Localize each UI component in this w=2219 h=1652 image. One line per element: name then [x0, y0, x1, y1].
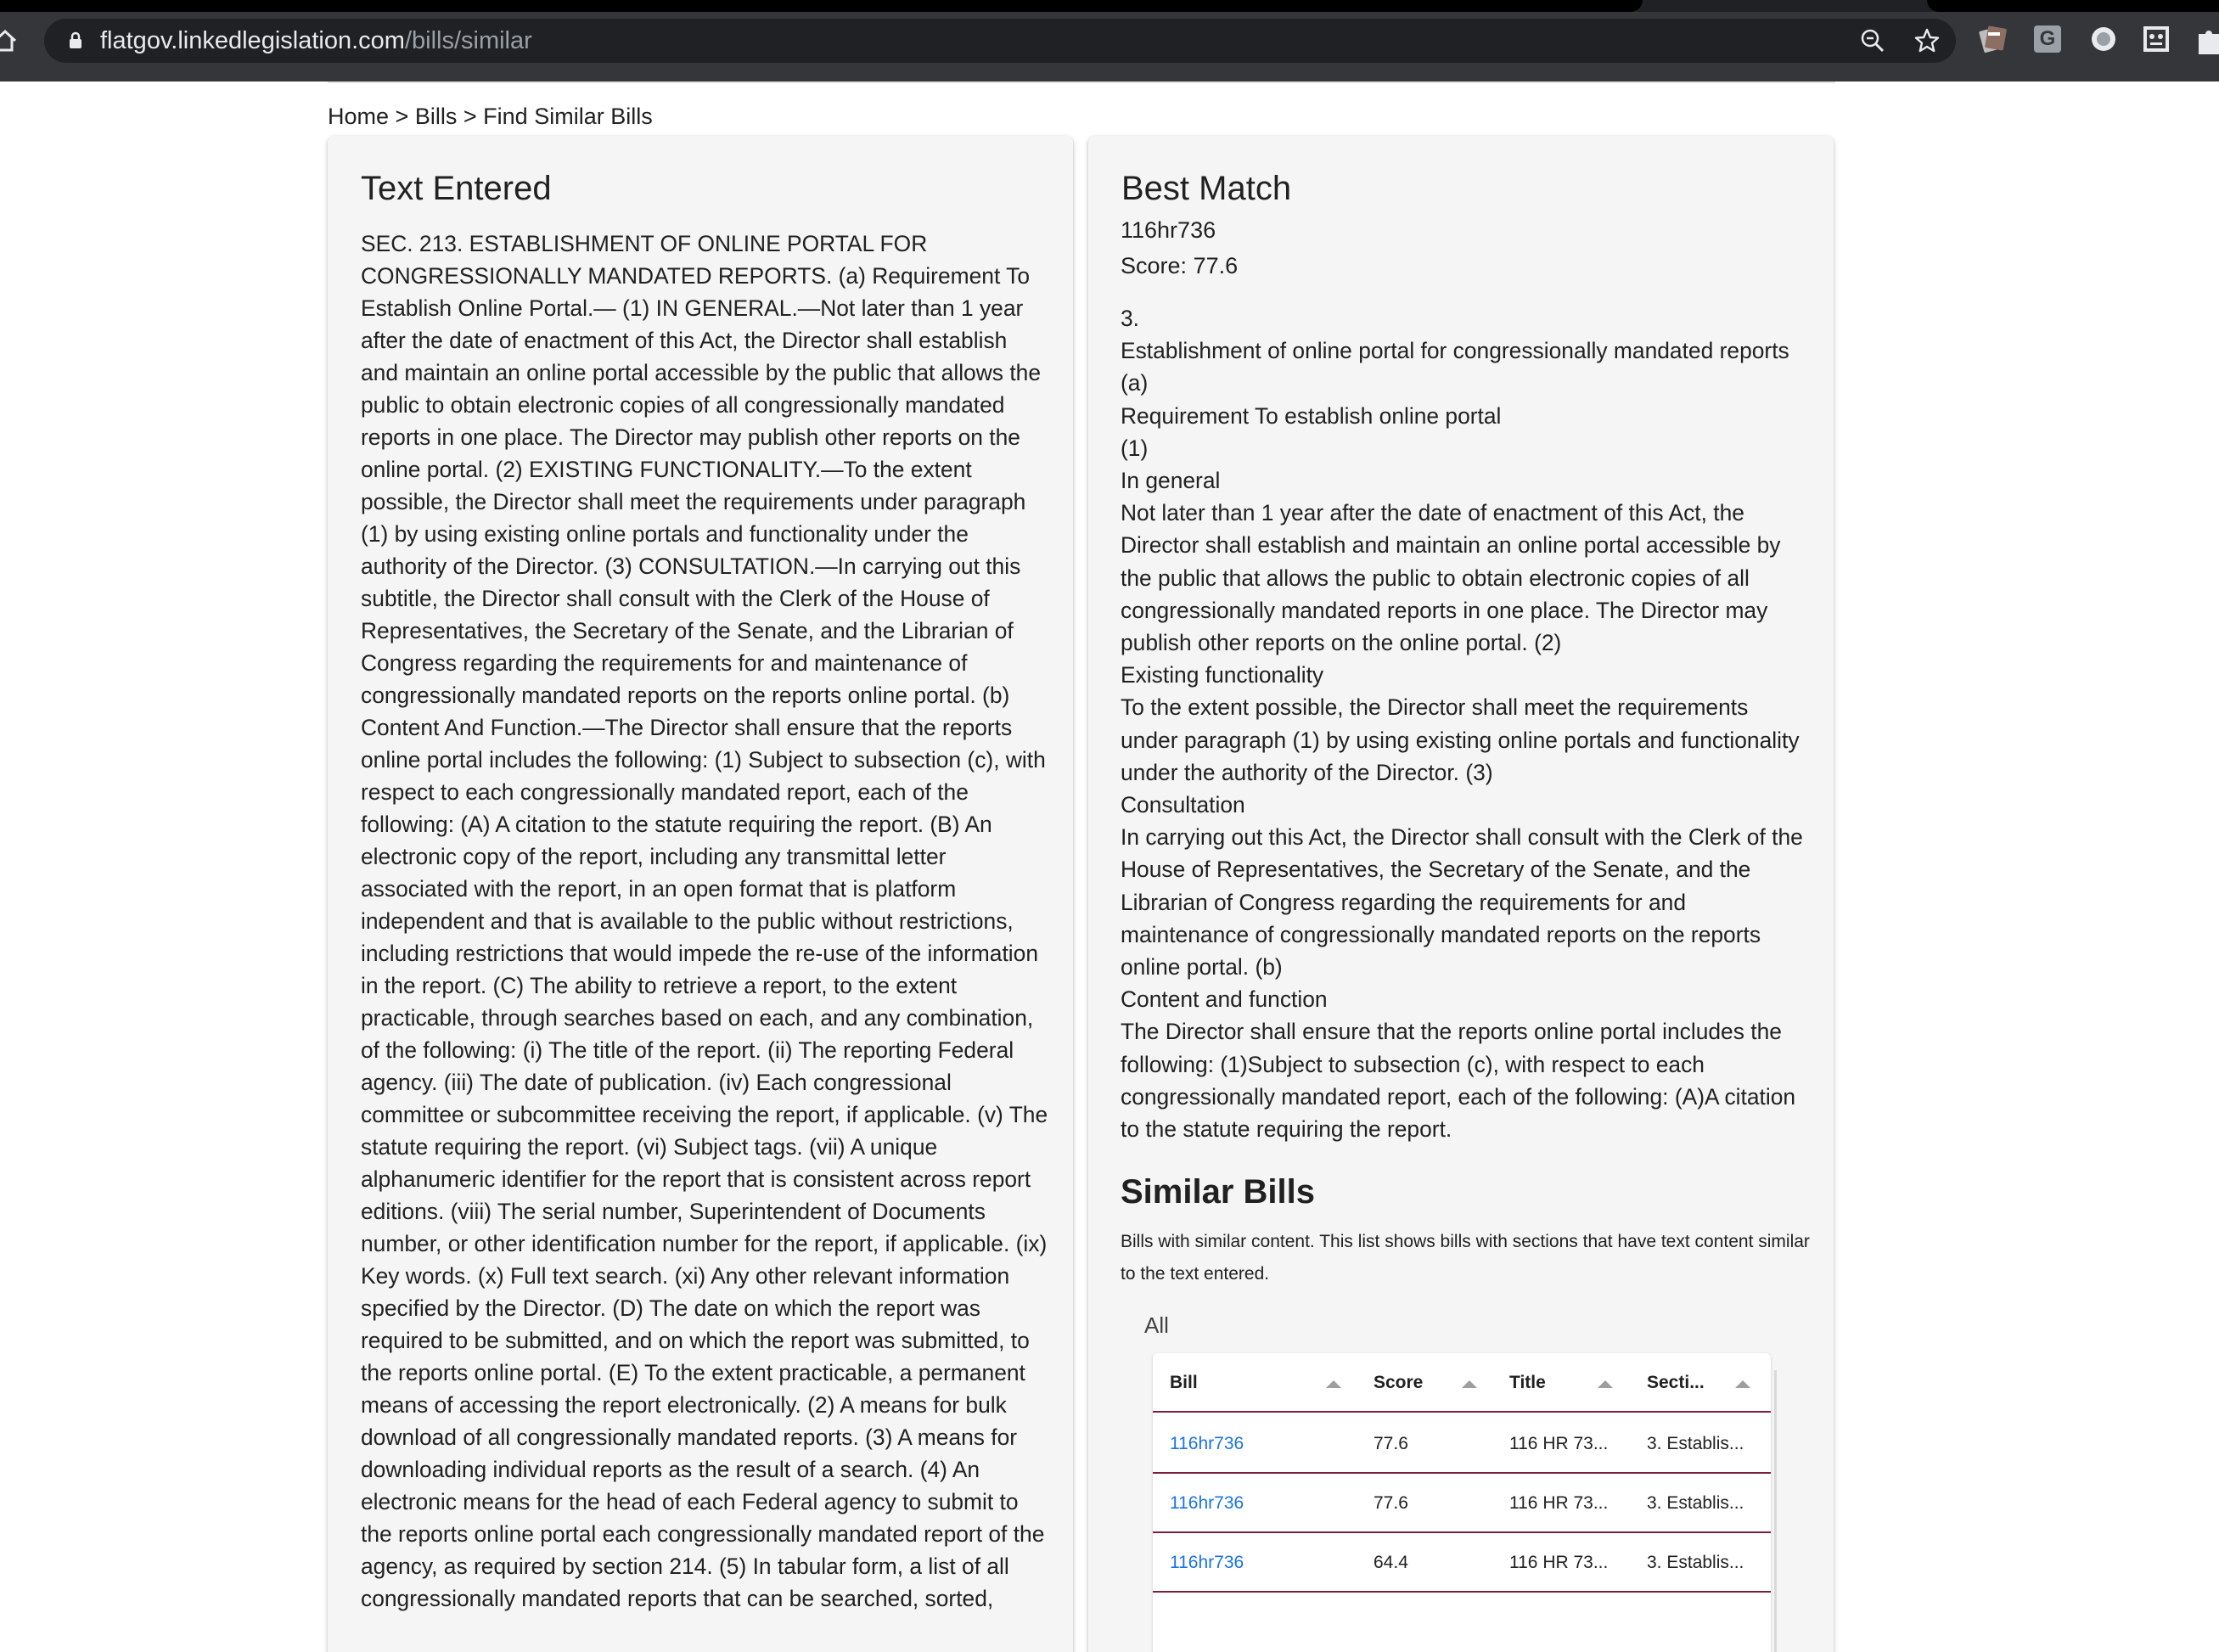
best-match-line: Establishment of online portal for congressionally mandated reports — [1121, 338, 1789, 364]
text-entered-body: SEC. 213. ESTABLISHMENT OF ONLINE PORTAL FOR CONGRESSIONALLY MANDATED REPORTS. (a) Requirement To Establish Online Portal.— (1) IN GENERAL.—Not later than 1 year after the date of enactment of this Act, the Director shall establish and maintain an online portal accessible by the public that allows the public to obtain electronic copies of all congressionally mandated reports in one place. The Director may publish other reports on the online portal. (2) EXISTING FUNCTIONALITY.—To the extent possible, the Director shall meet the requirements under paragraph (1) by using existing online portals and functionality under the authority of the Director. (3) CONSULTATION.—In carrying out this subtitle, the Director shall consult with the Clerk of the House of Representatives, the Secretary of the Senate, and the Librarian of Congress regarding the requirements for and maintenance of congressionally mandated reports on the reports online portal. (b) Content And Function.—The Director shall ensure that the reports online portal includes the following: (1) Subject to subsection (c), with respect to each congressionally mandated report, each of the following: (A) A citation to the statute requiring the report. (B) An electronic copy of the report, including any transmittal letter associated with the report, in an open format that is platform independent and that is available to the public without restrictions, including restrictions that would impede the re-use of the information in the report. (C) The ability to retrieve a report, to the extent practicable, through searches based on each, and any combination, of the following: (i) The title of the report. (ii) The reporting Federal agency. (iii) The date of publication. (iv) Each congressional committee or subcommittee receiving the report, if applicable. (v) The statute requiring the report. (vi) Subject tags. (vii) A unique alphanumeric identifier for the report that is consistent across report editions. (viii) The serial number, Superintendent of Documents number, or other identification number for the report, if applicable. (ix) Key words. (x) Full text search. (xi) Any other relevant information specified by the Director. (D) The date on which the report was required to be submitted, and on which the report was submitted, to the reports online portal. (E) To the extent practicable, a permanent means of accessing the report electronically. (2) A means for bulk download of all congressionally mandated reports. (3) A means for downloading individual reports as the result of a search. (4) An electronic means for the head of each Federal agency to submit to the reports online portal each congressionally mandated report of the agency, as required by section 214. (5) In tabular form, a list of all congressionally mandated reports that can be searched, sorted, — [361, 231, 1048, 1611]
best-match-line: The Director shall ensure that the reports online portal includes the following: (1)Subject to subsection (c), with respect to each congressionally mandated report, each of the following: (A)A citation to the statute requiring the report. — [1121, 1019, 1796, 1143]
sort-arrow-icon[interactable] — [1462, 1380, 1477, 1388]
title-cell: 116 HR 73... — [1509, 1493, 1609, 1513]
best-match-line: Consultation — [1121, 792, 1245, 818]
extension-circle-icon[interactable] — [2087, 22, 2121, 56]
bill-link[interactable]: 116hr736 — [1170, 1434, 1244, 1453]
address-bar[interactable] — [44, 19, 1956, 63]
best-match-line: Content and function — [1121, 986, 1328, 1013]
title-cell: 116 HR 73... — [1509, 1553, 1609, 1572]
best-match-line: Requirement To establish online portal — [1121, 402, 1502, 429]
table-scrollbar[interactable] — [1774, 1370, 1777, 1652]
header-divider — [328, 81, 1835, 83]
score-value: 77.6 — [1193, 253, 1239, 278]
best-match-line: (a) — [1121, 370, 1149, 396]
text-entered-title: Text Entered — [361, 170, 552, 207]
text-entered-card — [328, 136, 1073, 1652]
similar-bills-title: Similar Bills — [1121, 1173, 1315, 1211]
best-match-line: 3. — [1121, 306, 1140, 331]
best-match-card — [1088, 136, 1834, 1652]
url-text[interactable] — [100, 25, 532, 56]
title-cell: 116 HR 73... — [1509, 1434, 1609, 1453]
browser-toolbar — [0, 0, 2219, 81]
best-match-line: Not later than 1 year after the date of enactment of this Act, the Director shall establish and maintain an online portal accessible by the public that allows the public to obtain electronic copies of all congressionally mandated reports in one place. The Director may publish other reports on the online portal. (2) — [1121, 500, 1781, 656]
lock-icon[interactable] — [65, 30, 87, 52]
column-header-bill[interactable]: Bill — [1170, 1373, 1198, 1392]
section-cell: 3. Establis... — [1647, 1434, 1744, 1453]
zoom-icon[interactable] — [1859, 27, 1886, 54]
column-header-score[interactable]: Score — [1374, 1373, 1424, 1392]
sort-arrow-icon[interactable] — [1326, 1380, 1341, 1388]
similar-bills-description: Bills with similar content. This list shows bills with sections that have text content similar to the text entered. — [1121, 1232, 1810, 1284]
best-match-score — [1121, 253, 1238, 279]
score-label: Score: — [1121, 253, 1188, 278]
bill-link[interactable]: 116hr736 — [1170, 1553, 1244, 1572]
sort-arrow-icon[interactable] — [1735, 1380, 1750, 1388]
table-row — [1153, 1414, 1771, 1474]
score-cell: 77.6 — [1374, 1434, 1408, 1453]
breadcrumb — [328, 104, 653, 130]
table-header — [1153, 1353, 1771, 1413]
best-match-line: To the extent possible, the Director shall meet the requirements under paragraph (1) by using existing online portals and functionality under the authority of the Director. (3) — [1121, 694, 1800, 785]
tab-all[interactable]: All — [1144, 1312, 1169, 1338]
extension-cards-icon[interactable] — [1976, 22, 2010, 56]
best-match-title: Best Match — [1121, 170, 1292, 207]
extension-robot-icon[interactable] — [2139, 22, 2173, 56]
active-tab-edge — [0, 0, 1643, 12]
url-path: /bills/similar — [404, 27, 532, 54]
url-host: flatgov.linkedlegislation.com — [100, 27, 405, 54]
extensions-puzzle-icon[interactable] — [2195, 22, 2219, 56]
table-row — [1153, 1533, 1771, 1593]
best-match-text — [1121, 302, 1806, 1145]
table-row — [1153, 1474, 1771, 1533]
best-match-line: Existing functionality — [1121, 662, 1324, 688]
breadcrumb-current: Find Similar Bills — [483, 104, 653, 129]
best-match-line: (1) — [1121, 435, 1149, 461]
breadcrumb-bills[interactable]: Bills — [414, 104, 458, 129]
section-cell: 3. Establis... — [1647, 1493, 1744, 1513]
home-icon-glyph — [0, 24, 22, 58]
tab-strip — [0, 0, 2219, 12]
breadcrumb-separator: > — [463, 104, 477, 129]
column-header-title[interactable]: Title — [1509, 1373, 1546, 1392]
section-cell: 3. Establis... — [1647, 1553, 1744, 1572]
similar-bills-table — [1153, 1353, 1771, 1652]
score-cell: 77.6 — [1374, 1493, 1408, 1513]
score-cell: 64.4 — [1374, 1553, 1408, 1572]
breadcrumb-home[interactable]: Home — [328, 104, 390, 129]
breadcrumb-separator: > — [395, 104, 409, 129]
bill-link[interactable]: 116hr736 — [1170, 1493, 1244, 1513]
home-icon[interactable] — [0, 24, 22, 58]
best-match-bill-id: 116hr736 — [1121, 217, 1216, 243]
column-header-section[interactable]: Secti... — [1647, 1373, 1705, 1392]
extension-g-icon[interactable]: G — [2034, 25, 2061, 53]
inactive-tab-edge — [1927, 0, 2219, 12]
sort-arrow-icon[interactable] — [1598, 1380, 1613, 1388]
best-match-line: In carrying out this Act, the Director shall consult with the Clerk of the House of Representatives, the Secretary of the Senate, and the Librarian of Congress regarding the requirements for and maintenance of congressionally mandated reports on the reports online portal. (b) — [1121, 824, 1803, 981]
best-match-line: In general — [1121, 468, 1221, 494]
bookmark-star-icon[interactable] — [1913, 27, 1941, 54]
